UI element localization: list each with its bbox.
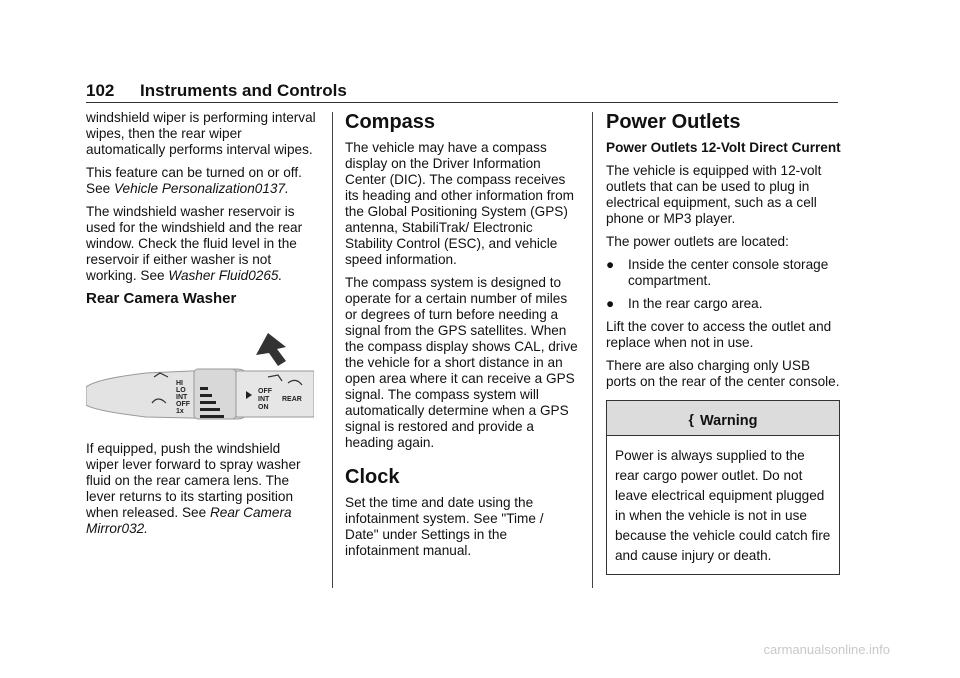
warning-icon: { (688, 411, 694, 427)
figure-label: OFF (176, 401, 190, 408)
paragraph: There are also charging only USB ports on the rear of the center console. (606, 358, 840, 389)
bullet-icon: ● (606, 257, 615, 272)
warning-box (606, 400, 840, 575)
figure-label: REAR (282, 396, 302, 403)
warning-text: Power is always supplied to the rear cargo power outlet. Do not leave electrical equipment plugged in when the vehicle is not in use because the vehicle could catch fire and cause injury or death. (615, 448, 831, 563)
push-arrow-icon (256, 333, 286, 366)
page-ref-icon: 0 (248, 268, 256, 283)
warning-title: Warning (699, 413, 758, 429)
compass-heading: Compass (345, 111, 436, 133)
figure-label: ON (258, 404, 269, 411)
rear-camera-washer-heading: Rear Camera Washer (86, 290, 237, 307)
figure-label: INT (176, 394, 188, 401)
paragraph: The vehicle is equipped with 12-volt outlets that can be used to plug in electrical equipment, such as a cell phone or MP3 player. (606, 163, 822, 226)
page-ref-icon: 0 (121, 521, 130, 536)
figure-label: INT (258, 396, 270, 403)
figure-label: LO (176, 387, 186, 394)
page-number: 102 (86, 81, 115, 100)
paragraph: If equipped, push the windshield wiper lever forward to spray washer fluid on the rear camera lens. The lever returns to its starting position when released. See Rear Camera Mirror032. (86, 441, 301, 536)
rear-camera-mirror-link[interactable]: Rear Camera Mirror (86, 505, 292, 536)
column-divider (592, 112, 593, 588)
vehicle-personalization-link[interactable]: Vehicle Personalization (113, 181, 255, 196)
paragraph: This feature can be turned on or off. See Vehicle Personalization0137. (86, 165, 302, 196)
watermark: carmanualsonline.info (763, 642, 890, 657)
paragraph: Lift the cover to access the outlet and replace when not in use. (606, 319, 832, 350)
column-middle (345, 110, 580, 566)
figure-label: HI (176, 380, 183, 387)
warning-header (607, 401, 839, 436)
clock-heading: Clock (345, 466, 400, 488)
paragraph: windshield wiper is performing interval wipes, then the rear wiper automatically performs interval wipes. (86, 110, 316, 157)
column-left (86, 110, 316, 544)
paragraph: The power outlets are located: (606, 234, 789, 249)
paragraph: The windshield washer reservoir is used for the windshield and the rear window. Check the fluid level in the reservoir if either washer is not working. See Washer Fluid0265. (86, 204, 303, 283)
section-title: Instruments and Controls (140, 81, 347, 100)
power-outlets-subheading: Power Outlets 12-Volt Direct Current (606, 140, 841, 155)
figure-label: OFF (258, 388, 272, 395)
page-header (86, 81, 838, 103)
paragraph: The compass system is designed to operate for a certain number of miles or degrees of turn before needing a signal from the GPS satellites. When the compass display shows CAL, drive the vehicle for a short distance in an open area where it can receive a GPS signal. The compass system will automatically determine when a GPS signal is restored and provide a heading again. (345, 275, 578, 450)
paragraph: The vehicle may have a compass display on the Driver Information Center (DIC). The compass receives its heading and other information from the Global Positioning System (GPS) antenna, StabiliTrak/ Electronic Stability Control (ESC), and vehicle speed information. (345, 140, 574, 267)
wiper-lever-illustration (86, 329, 314, 429)
column-divider (332, 112, 333, 588)
figure-label: 1x (176, 408, 184, 415)
list-item: ● In the rear cargo area. (606, 296, 763, 311)
page-ref-icon: 0 (254, 181, 263, 196)
power-outlets-heading: Power Outlets (606, 111, 741, 133)
bullet-icon: ● (606, 296, 615, 311)
paragraph: Set the time and date using the infotainment system. See "Time / Date" under Settings in the infotainment manual. (345, 495, 544, 558)
washer-fluid-link[interactable]: Washer Fluid (168, 268, 249, 283)
column-right (606, 110, 841, 575)
list-item: ● Inside the center console storage compartment. (606, 257, 829, 288)
